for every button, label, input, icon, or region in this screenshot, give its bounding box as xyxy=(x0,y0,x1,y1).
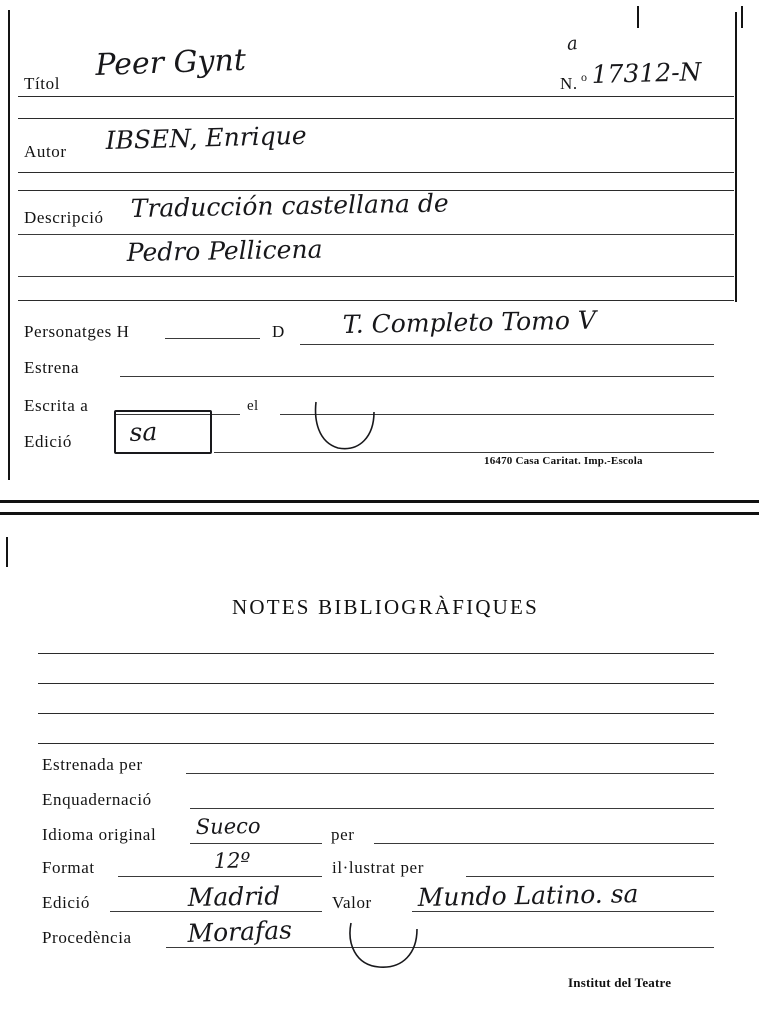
handwritten-flourish-bottom xyxy=(345,921,425,973)
rule-illustrat-per xyxy=(466,876,714,877)
rule-estrena xyxy=(120,376,714,377)
card-frame-tick-left xyxy=(637,6,639,28)
rule-estrenada-per xyxy=(186,773,714,774)
bottom-card-footer: Institut del Teatre xyxy=(568,975,672,990)
rule-personatges-d xyxy=(300,344,714,345)
rule-procedencia xyxy=(166,947,714,948)
value-format: 12º xyxy=(213,848,251,873)
value-titol: Peer Gynt xyxy=(94,42,247,83)
rule-edicio-bottom xyxy=(110,911,322,912)
rule-notes-1 xyxy=(38,653,714,654)
rule-edicio xyxy=(214,452,714,453)
rule-notes-3 xyxy=(38,713,714,714)
bottom-card-tick-left xyxy=(6,537,8,567)
value-numero: 17312-N xyxy=(591,57,702,89)
label-enquadernacio: Enquadernació xyxy=(42,790,152,809)
rule-personatges-h xyxy=(165,338,260,339)
rule-idioma-per xyxy=(374,843,714,844)
label-numero-superscript: o xyxy=(581,70,588,84)
card-frame-left-line xyxy=(8,10,10,480)
label-edicio-bottom: Edició xyxy=(42,893,90,912)
rule-descripcio-2 xyxy=(18,276,734,277)
label-escrita-el: el xyxy=(247,398,259,414)
top-catalogue-card xyxy=(0,0,759,503)
rule-descripcio-1 xyxy=(18,234,734,235)
label-idioma-per: per xyxy=(331,825,355,844)
value-descripcio-line2: Pedro Pellicena xyxy=(126,234,323,267)
label-numero: N. xyxy=(560,74,578,93)
label-estrenada-per: Estrenada per xyxy=(42,755,143,774)
rule-notes-4 xyxy=(38,743,714,744)
value-edicio: sa xyxy=(128,417,158,447)
label-estrena: Estrena xyxy=(24,358,80,377)
card-frame-right-line xyxy=(735,12,737,302)
card-imprint: 16470 Casa Caritat. Imp.-Escola xyxy=(484,455,643,467)
value-idioma-original: Sueco xyxy=(195,813,261,839)
label-autor: Autor xyxy=(24,142,67,161)
label-procedencia: Procedència xyxy=(42,928,132,947)
label-format: Format xyxy=(42,858,95,877)
handwritten-flourish-top xyxy=(312,398,382,454)
value-numero-mark: a xyxy=(565,32,579,55)
rule-titol xyxy=(18,96,734,97)
label-illustrat-per: il·lustrat per xyxy=(332,858,424,877)
label-edicio: Edició xyxy=(24,432,72,451)
rule-descripcio-3 xyxy=(18,300,734,301)
label-titol: Títol xyxy=(24,74,61,93)
value-edicio-bottom: Madrid xyxy=(187,881,281,912)
value-descripcio-line1: Traducción castellana de xyxy=(130,188,449,223)
value-procedencia: Morafas xyxy=(186,915,293,948)
card-frame-tick-right xyxy=(741,6,743,28)
rule-titol-second xyxy=(18,118,734,119)
value-autor: IBSEN, Enrique xyxy=(105,120,307,155)
rule-enquadernacio xyxy=(190,808,714,809)
rule-idioma-original xyxy=(190,843,322,844)
bottom-card-heading: NOTES BIBLIOGRÀFIQUES xyxy=(232,595,539,619)
bottom-catalogue-card xyxy=(0,512,759,1031)
label-escrita-a: Escrita a xyxy=(24,396,89,415)
rule-valor xyxy=(412,911,714,912)
label-personatges-d: D xyxy=(272,322,285,341)
label-idioma-original: Idioma original xyxy=(42,825,157,844)
label-personatges-h: Personatges H xyxy=(24,322,130,341)
label-valor: Valor xyxy=(332,893,372,912)
value-valor: Mundo Latino. sa xyxy=(417,879,639,912)
value-personatges: T. Completo Tomo V xyxy=(342,305,597,339)
label-descripcio: Descripció xyxy=(24,208,104,227)
rule-notes-2 xyxy=(38,683,714,684)
rule-autor xyxy=(18,172,734,173)
rule-format xyxy=(118,876,322,877)
